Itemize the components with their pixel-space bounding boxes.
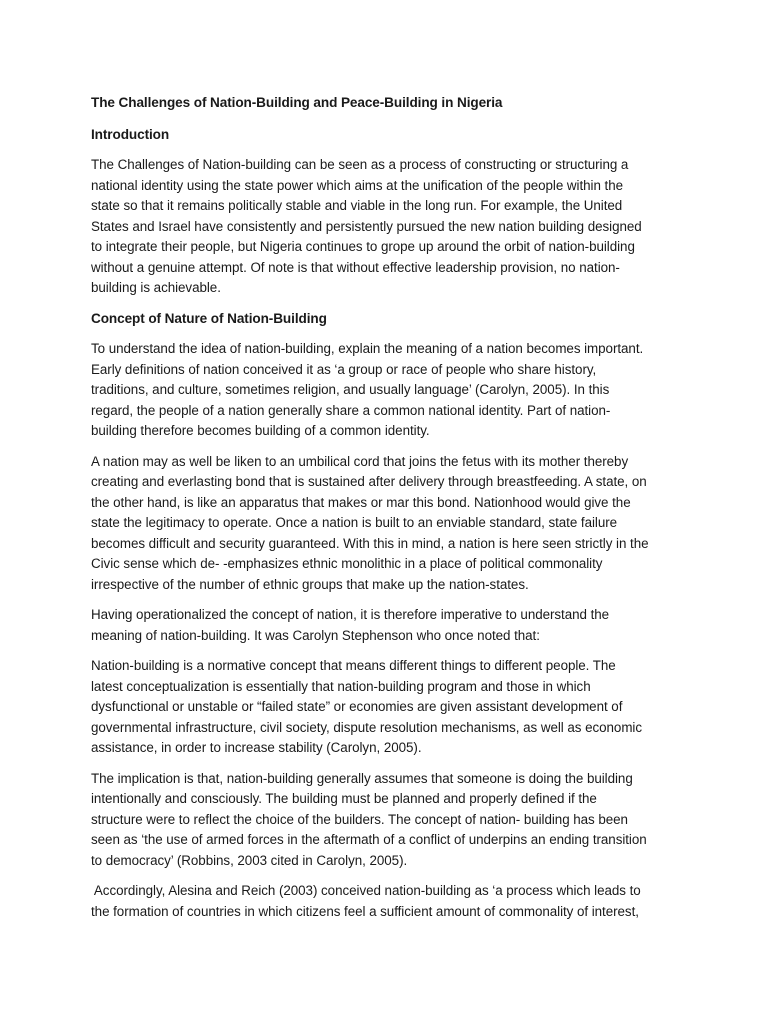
text-line: to integrate their people, but Nigeria continues to grope up around the orbit of nation-building — [91, 239, 635, 254]
intro-heading: Introduction — [91, 126, 170, 142]
text-line: state so that it remains politically stable and viable in the long run. For example, the United — [91, 198, 623, 213]
document-title: The Challenges of Nation-Building and Peace-Building in Nigeria — [91, 95, 503, 110]
text-line: structure were to reflect the choice of the builders. The concept of nation- building has been — [91, 811, 628, 827]
text-line: seen as ‘the use of armed forces in the aftermath of a conflict of underpins an ending transition — [91, 832, 647, 847]
text-line: creating and everlasting bond that is sustained after delivery through breastfeeding. A state, on — [91, 474, 647, 489]
paragraph-operationalized — [91, 605, 681, 646]
document-body — [91, 93, 681, 932]
concept-heading: Concept of Nature of Nation-Building — [91, 310, 327, 326]
text-line: The Challenges of Nation-building can be seen as a process of constructing or structuring a — [91, 157, 629, 172]
text-line: To understand the idea of nation-building, explain the meaning of a nation becomes important. — [91, 341, 644, 356]
text-line: state the legitimacy to operate. Once a nation is built to an enviable standard, state failure — [91, 515, 618, 530]
text-line: The implication is that, nation-building generally assumes that someone is doing the building — [91, 770, 633, 786]
paragraph-implication — [91, 769, 681, 872]
text-line: to democracy’ (Robbins, 2003 cited in Carolyn, 2005). — [91, 852, 408, 868]
paragraph-normative-concept — [91, 656, 681, 759]
text-line: intentionally and consciously. The building must be planned and properly defined if the — [91, 791, 597, 806]
text-line: Having operationalized the concept of nation, it is therefore imperative to understand the — [91, 607, 610, 622]
text-line: regard, the people of a nation generally share a common national identity. Part of nation- — [91, 402, 611, 418]
text-line: assistance, in order to increase stability (Carolyn, 2005). — [91, 740, 422, 755]
text-line: meaning of nation-building. It was Carolyn Stephenson who once noted that: — [91, 627, 540, 643]
text-line: building therefore becomes building of a common identity. — [91, 423, 430, 438]
text-line: becomes difficult and security guaranteed. With this in mind, a nation is here seen strictly in the — [91, 535, 649, 551]
text-line: Accordingly, Alesina and Reich (2003) conceived nation-building as ‘a process which leads to — [91, 883, 641, 898]
text-line: Civic sense which de- -emphasizes ethnic monolithic in a place of political commonality — [91, 556, 603, 571]
text-line: governmental infrastructure, civil society, dispute resolution mechanisms, as well as economic — [91, 719, 642, 735]
text-line: A nation may as well be liken to an umbilical cord that joins the fetus with its mother thereby — [91, 453, 629, 469]
paragraph-alesina-reich — [91, 881, 681, 922]
text-line: building is achievable. — [91, 280, 221, 295]
text-line: Nation-building is a normative concept that means different things to different people. The — [91, 658, 616, 673]
text-line: without a genuine attempt. Of note is that without effective leadership provision, no nation- — [91, 259, 620, 275]
text-line: dysfunctional or unstable or “failed state” or economies are given assistant development of — [91, 699, 623, 714]
text-line: the formation of countries in which citizens feel a sufficient amount of commonality of interest, — [91, 903, 639, 919]
text-line: Early definitions of nation conceived it as ‘a group or race of people who share history, — [91, 361, 597, 377]
paragraph-umbilical-cord — [91, 452, 681, 596]
text-line: the other hand, is like an apparatus that makes or mar this bond. Nationhood would give the — [91, 494, 631, 510]
text-line: irrespective of the number of ethnic groups that make up the nation-states. — [91, 576, 529, 592]
text-line: traditions, and culture, sometimes religion, and usually language’ (Carolyn, 2005). In this — [91, 382, 610, 397]
text-line: latest conceptualization is essentially that nation-building program and those in which — [91, 678, 591, 694]
paragraph-nation-definition — [91, 339, 681, 442]
text-line: States and Israel have consistently and persistently pursued the new nation building designed — [91, 218, 642, 234]
intro-paragraph — [91, 155, 681, 299]
text-line: national identity using the state power which aims at the unification of the people within the — [91, 177, 623, 193]
